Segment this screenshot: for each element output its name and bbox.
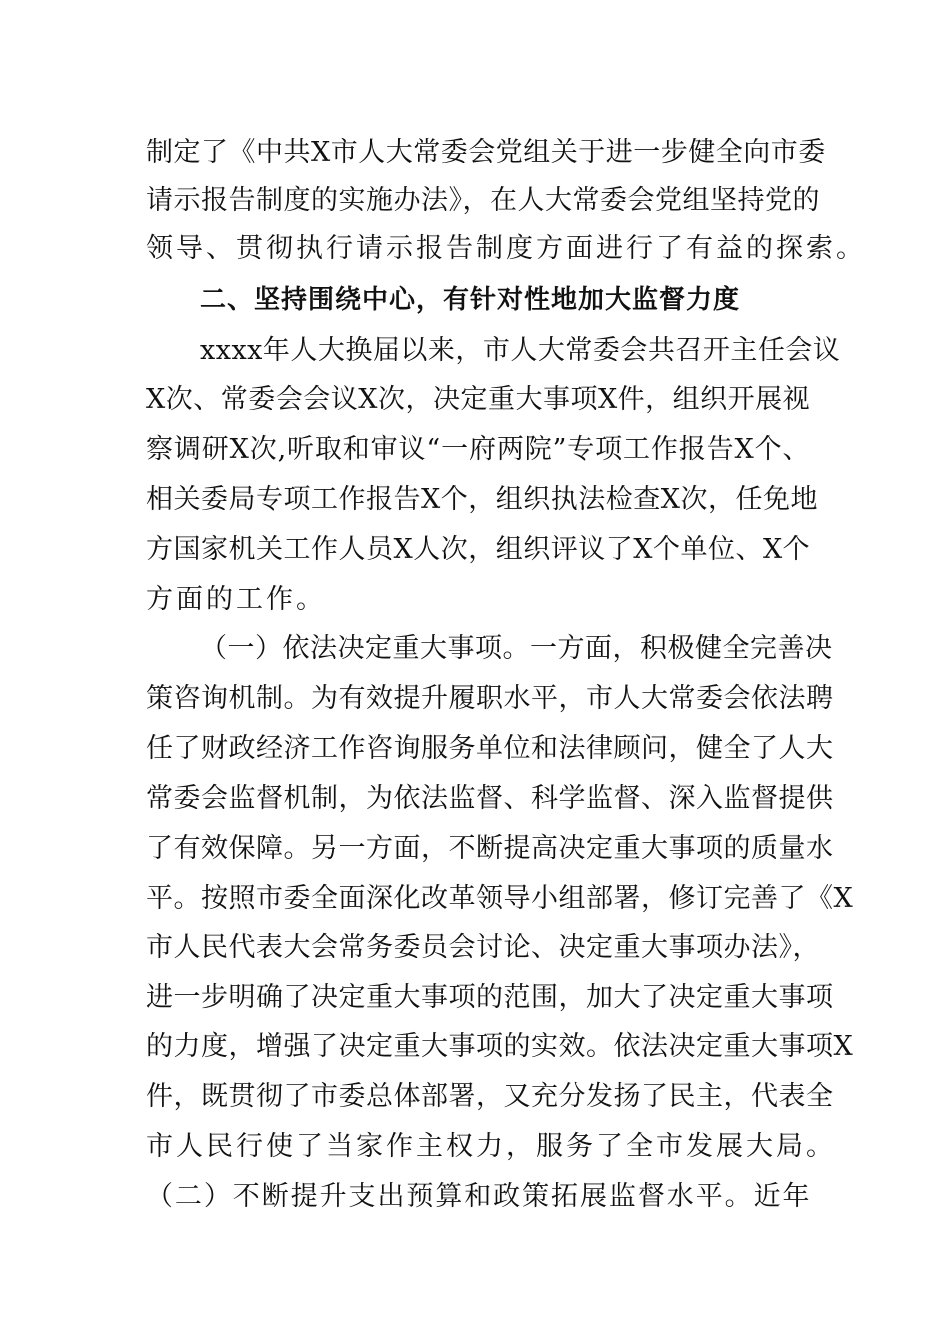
text-line: 方国家机关工作人员X人次，组织评议了X个单位、X个 <box>146 534 811 565</box>
text-line: 请示报告制度的实施办法》，在人大常委会党组坚持党的 <box>146 185 820 216</box>
section-heading: 二、坚持围绕中心，有针对性地加大监督力度 <box>200 285 741 315</box>
text-line: 方面的工作。 <box>146 584 326 615</box>
text-line: 常委会监督机制，为依法监督、科学监督、深入监督提供 <box>146 783 834 814</box>
text-line: 领导、贯彻执行请示报告制度方面进行了有益的探索。 <box>146 233 866 264</box>
text-line: 策咨询机制。为有效提升履职水平，市人大常委会依法聘 <box>146 683 834 714</box>
text-line: 察调研X次,听取和审议“一府两院”专项工作报告X个、 <box>146 434 810 465</box>
text-line: （二）不断提升支出预算和政策拓展监督水平。近年 <box>146 1181 810 1212</box>
text-line: 市人民行使了当家作主权力，服务了全市发展大局。 <box>146 1131 836 1162</box>
text-line: 市人民代表大会常务委员会讨论、决定重大事项办法》， <box>146 932 820 963</box>
text-line: xxxx年人大换届以来，市人大常委会共召开主任会议 <box>200 335 841 366</box>
text-line: 相关委局专项工作报告X个，组织执法检查X次，任免地 <box>146 484 818 515</box>
text-line: 平。按照市委全面深化改革领导小组部署，修订完善了《X <box>146 883 854 914</box>
text-line: 的力度，增强了决定重大事项的实效。依法决定重大事项X <box>146 1031 854 1062</box>
text-line: （一）依法决定重大事项。一方面，积极健全完善决 <box>200 633 833 664</box>
text-line: 了有效保障。另一方面，不断提高决定重大事项的质量水 <box>146 833 834 864</box>
text-line: 进一步明确了决定重大事项的范围，加大了决定重大事项 <box>146 982 834 1013</box>
text-line: X次、常委会会议X次，决定重大事项X件，组织开展视 <box>146 384 811 415</box>
text-line: 制定了《中共X市人大常委会党组关于进一步健全向市委 <box>146 137 826 168</box>
text-line: 任了财政经济工作咨询服务单位和法律顾问，健全了人大 <box>146 733 834 764</box>
text-line: 件，既贯彻了市委总体部署，又充分发扬了民主，代表全 <box>146 1081 834 1112</box>
